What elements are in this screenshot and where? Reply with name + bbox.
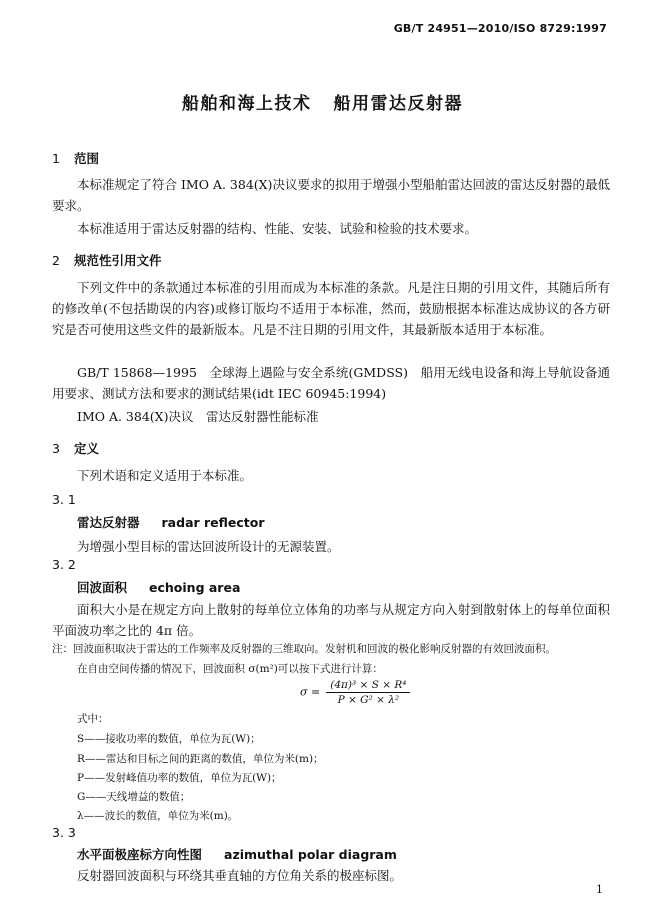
definition-3-3-text: 反射器回波面积与环绕其垂直轴的方位角关系的极座标图。 <box>77 868 403 883</box>
variable-lambda: λ——波长的数值，单位为米(m)。 <box>77 810 239 822</box>
definition-3-1-term: 雷达反射器 radar reflector <box>77 515 265 530</box>
formula-lhs: σ = <box>300 685 321 699</box>
title-part-2: 船用雷达反射器 <box>333 94 463 114</box>
variable-r: R——雷达和目标之间的距离的数值，单位为米(m)； <box>77 753 324 765</box>
where-label: 式中： <box>77 713 109 725</box>
section-3-heading: 3 定义 <box>52 441 100 456</box>
definition-3-2-number: 3. 2 <box>52 557 76 572</box>
section-1-heading: 1 范围 <box>52 151 100 166</box>
section-1-paragraph-1: 本标准规定了符合 IMO A. 384(X)决议要求的拟用于增强小型船舶雷达回波的雷达反射器的最低要求。 <box>52 177 610 213</box>
formula-numerator: (4π)³ × S × R⁴ <box>326 679 410 693</box>
definition-3-2-term: 回波面积 echoing area <box>77 580 241 595</box>
page-number: 1 <box>596 883 603 896</box>
variable-g: G——天线增益的数值； <box>77 791 191 803</box>
free-space-text: 在自由空间传播的情况下，回波面积 σ(m²)可以按下式进行计算： <box>77 663 383 675</box>
variable-s: S——接收功率的数值，单位为瓦(W)； <box>77 733 261 745</box>
section-2-paragraph-1: 下列文件中的条款通过本标准的引用而成为本标准的条款。凡是注日期的引用文件，其随后所有的修改单(不包括勘误的内容)或修订版均不适用于本标准，然而，鼓励根据本标准达成协议的各方研究是否可使用这些文件的最新版本。凡是不注日期的引用文件，其最新版本适用于本标准。 <box>52 280 610 337</box>
definition-3-1-text: 为增强小型目标的雷达回波所设计的无源装置。 <box>77 539 340 554</box>
reference-gbt-15868: GB/T 15868—1995 全球海上遇险与安全系统(GMDSS) 船用无线电设备和海上导航设备通用要求、测试方法和要求的测试结果(idt IEC 60945:1994) <box>52 365 610 401</box>
title-part-1: 船舶和海上技术 <box>182 94 312 114</box>
formula-denominator: P × G² × λ² <box>337 694 400 706</box>
section-2-heading: 2 规范性引用文件 <box>52 253 162 268</box>
document-title <box>0 89 645 114</box>
section-3-intro: 下列术语和定义适用于本标准。 <box>77 468 253 483</box>
echoing-area-formula <box>300 679 410 706</box>
formula-fraction <box>326 679 410 706</box>
definition-3-3-number: 3. 3 <box>52 825 76 840</box>
section-1-paragraph-2: 本标准适用于雷达反射器的结构、性能、安装、试验和检验的技术要求。 <box>77 221 478 236</box>
definition-3-2-note: 注：回波面积取决于雷达的工作频率及反射器的三维取向。发射机和回波的极化影响反射器的有效回波面积。 <box>52 643 556 655</box>
variable-p: P——发射峰值功率的数值，单位为瓦(W)； <box>77 772 282 784</box>
definition-3-2-text: 面积大小是在规定方向上散射的每单位立体角的功率与从规定方向入射到散射体上的每单位面积平面波功率之比的 4π 倍。 <box>52 602 610 638</box>
standard-number: GB/T 24951—2010/ISO 8729:1997 <box>393 22 607 35</box>
definition-3-1-number: 3. 1 <box>52 492 76 507</box>
reference-imo-a384: IMO A. 384(X)决议 雷达反射器性能标准 <box>77 409 319 424</box>
definition-3-3-term: 水平面极座标方向性图 azimuthal polar diagram <box>77 847 397 862</box>
